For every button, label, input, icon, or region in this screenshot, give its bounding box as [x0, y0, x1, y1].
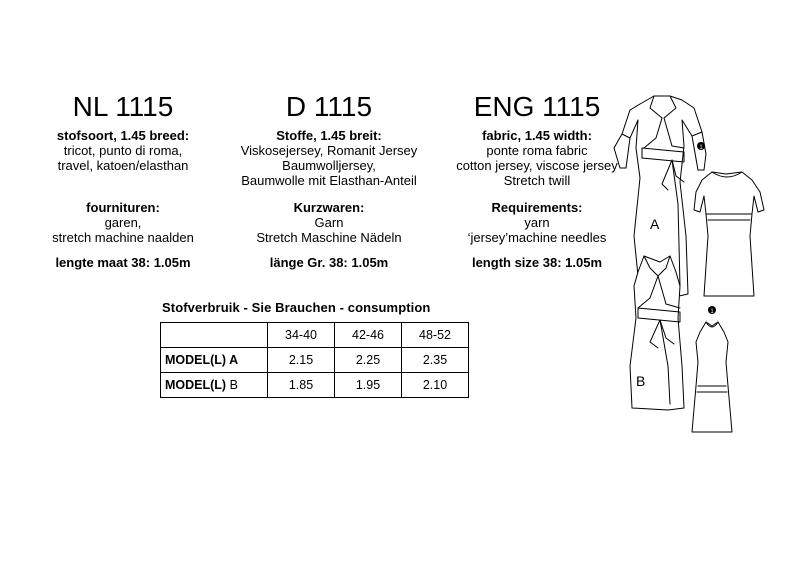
row-label-plain: B: [229, 378, 238, 392]
model-a-back-drawing: [694, 172, 764, 296]
table-cell: 2.35: [402, 348, 469, 373]
model-b-label: B: [636, 373, 646, 389]
row-label-bold: MODEL(L) A: [165, 353, 239, 367]
fabric-line-d-1: Viskosejersey, Romanit Jersey: [240, 143, 418, 158]
title-nl: NL 1115: [72, 91, 174, 122]
table-cell: 2.10: [402, 373, 469, 398]
size-header: 34-40: [268, 323, 335, 348]
table-row: [161, 373, 469, 398]
consumption-table: [160, 322, 469, 398]
fabric-line-nl-2: travel, katoen/elasthan: [57, 158, 189, 173]
dress-illustrations: [600, 86, 790, 446]
notions-heading-nl: fournituren:: [86, 200, 160, 215]
length-eng: length size 38: 1.05m: [471, 255, 603, 270]
notions-line-d-1: Garn: [314, 215, 344, 230]
row-label-bold: MODEL(L): [165, 378, 230, 392]
fabric-line-d-2: Baumwolljersey,: [282, 158, 376, 173]
notions-line-eng-1: yarn: [524, 215, 550, 230]
model-b-back-drawing: [692, 322, 732, 432]
model-a-label: A: [650, 216, 660, 232]
title-eng: ENG 1115: [473, 91, 601, 122]
notions-heading-eng: Requirements:: [491, 200, 583, 215]
fabric-line-nl-1: tricot, punto di roma,: [63, 143, 183, 158]
fabric-line-eng-1: ponte roma fabric: [486, 143, 588, 158]
row-label: [161, 373, 268, 398]
detail-marker-a-text: 1: [699, 145, 703, 151]
column-d: [224, 92, 434, 270]
fabric-heading-eng: fabric, 1.45 width:: [482, 128, 592, 143]
detail-marker-b-text: 1: [710, 309, 714, 315]
table-cell: 1.85: [268, 373, 335, 398]
notions-heading-d: Kurzwaren:: [293, 200, 365, 215]
table-cell: 2.25: [335, 348, 402, 373]
table-corner-cell: [161, 323, 268, 348]
table-cell: 2.15: [268, 348, 335, 373]
length-nl: lengte maat 38: 1.05m: [55, 255, 191, 270]
notions-line-d-2: Stretch Maschine Nädeln: [256, 230, 402, 245]
table-row: [161, 348, 469, 373]
notions-line-eng-2: ‘jersey’machine needles: [467, 230, 607, 245]
column-nl: [18, 92, 228, 270]
table-title: Stofverbruik - Sie Brauchen - consumption: [162, 300, 431, 315]
table-header-row: [161, 323, 469, 348]
fabric-line-eng-3: Stretch twill: [503, 173, 571, 188]
size-header: 42-46: [335, 323, 402, 348]
notions-line-nl-2: stretch machine naalden: [52, 230, 194, 245]
length-d: länge Gr. 38: 1.05m: [269, 255, 389, 270]
table-cell: 1.95: [335, 373, 402, 398]
fabric-line-eng-2: cotton jersey, viscose jersey: [456, 158, 618, 173]
title-d: D 1115: [285, 91, 373, 122]
notions-line-nl-1: garen,: [104, 215, 142, 230]
fabric-heading-nl: stofsoort, 1.45 breed:: [56, 128, 190, 143]
row-label: [161, 348, 268, 373]
size-header: 48-52: [402, 323, 469, 348]
fabric-line-d-3: Baumwolle mit Elasthan-Anteil: [241, 173, 417, 188]
fabric-heading-d: Stoffe, 1.45 breit:: [276, 128, 382, 143]
